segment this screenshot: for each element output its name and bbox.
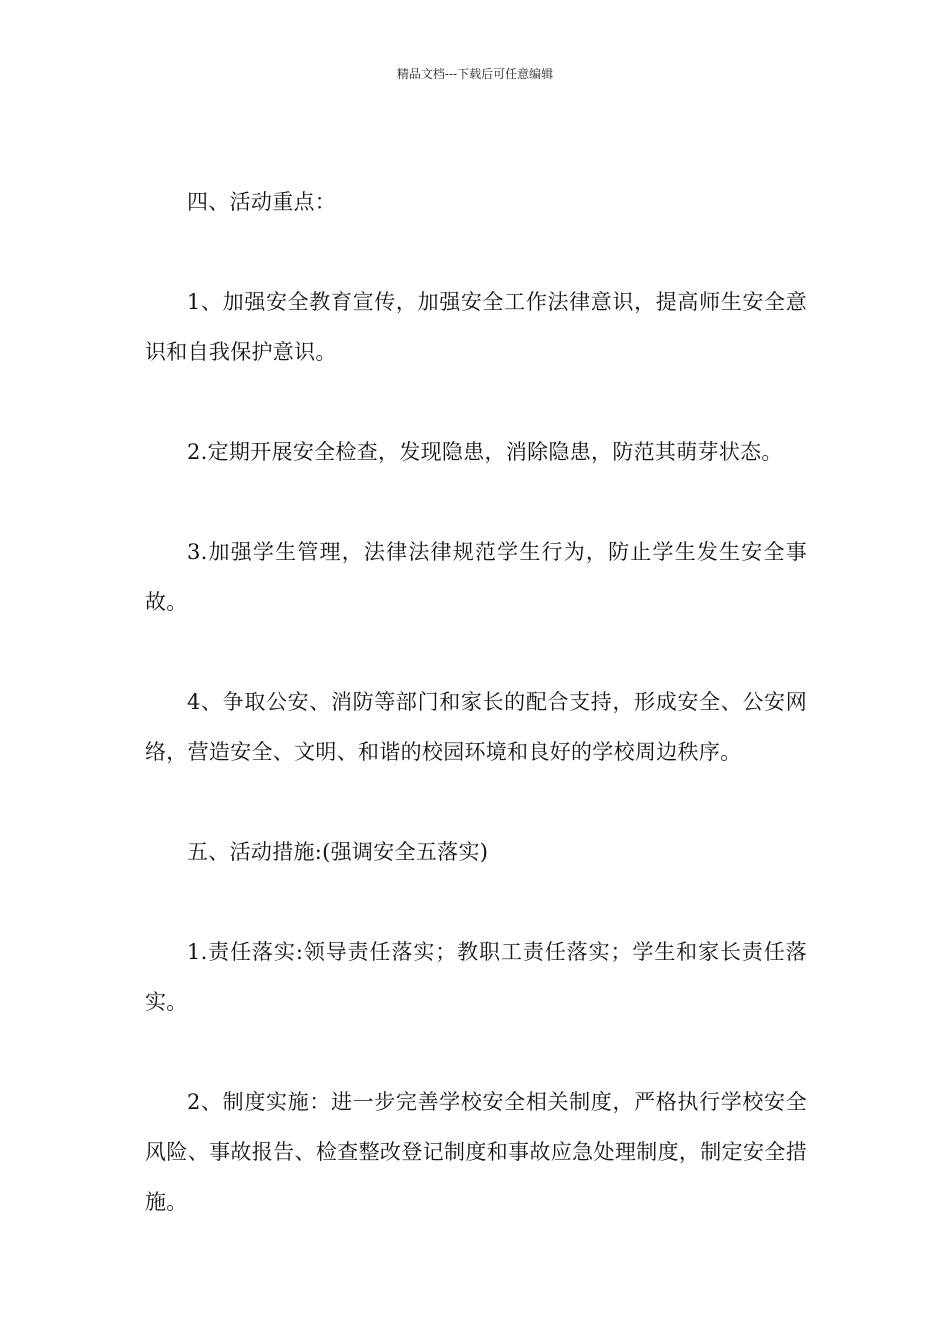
paragraph-focus-3: 3.加强学生管理，法律法律规范学生行为，防止学生发生安全事故。	[145, 540, 807, 614]
paragraph-focus-1: 1、加强安全教育宣传，加强安全工作法律意识，提高师生安全意识和自我保护意识。	[145, 290, 807, 364]
paragraph-measure-1: 1.责任落实:领导责任落实；教职工责任落实；学生和家长责任落实。	[145, 940, 807, 1014]
paragraph-focus-2: 2.定期开展安全检查，发现隐患，消除隐患，防范其萌芽状态。	[187, 440, 783, 464]
section-heading-activity-measures: 五、活动措施:(强调安全五落实)	[187, 840, 489, 864]
paragraph-measure-2: 2、制度实施：进一步完善学校安全相关制度，严格执行学校安全风险、事故报告、检查整改登记制度和事故应急处理制度，制定安全措施。	[145, 1090, 807, 1214]
section-heading-activity-focus: 四、活动重点：	[187, 190, 337, 214]
paragraph-focus-4: 4、争取公安、消防等部门和家长的配合支持，形成安全、公安网络，营造安全、文明、和谐的校园环境和良好的学校周边秩序。	[145, 690, 807, 764]
page-header: 精品文档---下载后可任意编辑	[396, 67, 554, 81]
